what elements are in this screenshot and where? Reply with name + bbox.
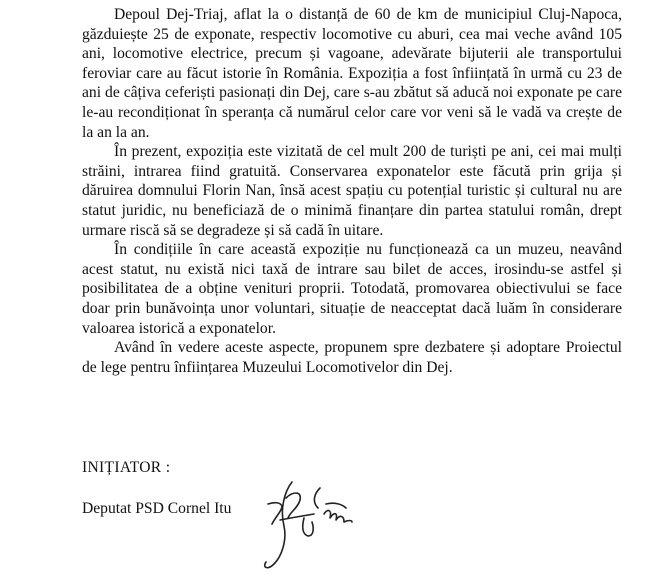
document-body xyxy=(82,5,622,377)
deputy-signature-line: Deputat PSD Cornel Itu xyxy=(82,500,232,517)
paragraph-museum-status: În condițiile în care această expoziție nu funcționează ca un muzeu, neavând acest statut, nu există nici taxă de intrare sau bilet de acces, irosindu-se astfel și posibilitatea de a obține venituri proprii. Totodată, promovarea obiectivului se face doar prin bunăvoința unor voluntari, situație de neacceptat dacă luăm în considerare valoarea istorică a exponatelor. xyxy=(82,241,622,337)
initiator-label: INIȚIATOR : xyxy=(82,459,171,476)
paragraph-proposal: Având în vedere aceste aspecte, propunem spre dezbatere și adoptare Proiectul de lege pentru înființarea Muzeului Locomotivelor din Dej. xyxy=(82,339,622,376)
handwritten-signature xyxy=(262,478,354,578)
paragraph-current-situation: În prezent, expoziția este vizitată de cel mult 200 de turiști pe ani, cei mai mulți străini, intrarea fiind gratuită. Conservarea exponatelor este făcută prin grija și dăruirea domnului Florin Nan, însă acest spațiu cu potențial turistic și cultural nu are statut juridic, nu beneficiază de o minimă finanțare din partea statului român, drept urmare riscă să se degradeze și să cadă în uitare. xyxy=(82,143,622,239)
paragraph-depot-description: Depoul Dej-Triaj, aflat la o distanță de 60 de km de municipiul Cluj-Napoca, găzduiește 25 de exponate, respectiv locomotive cu aburi, cea mai veche având 105 ani, locomotive electrice, precum și vagoane, adevărate bijuterii ale transportului feroviar care au făcut istorie în România. Expoziția a fost înființată în urmă cu 23 de ani de câțiva ceferiști pasionați din Dej, care s-au zbătut să aducă noi exponate pe care le-au recondiționat în speranța că numărul celor care vor veni să le vadă va crește de la an la an. xyxy=(82,6,622,141)
signature-mark xyxy=(262,478,354,578)
